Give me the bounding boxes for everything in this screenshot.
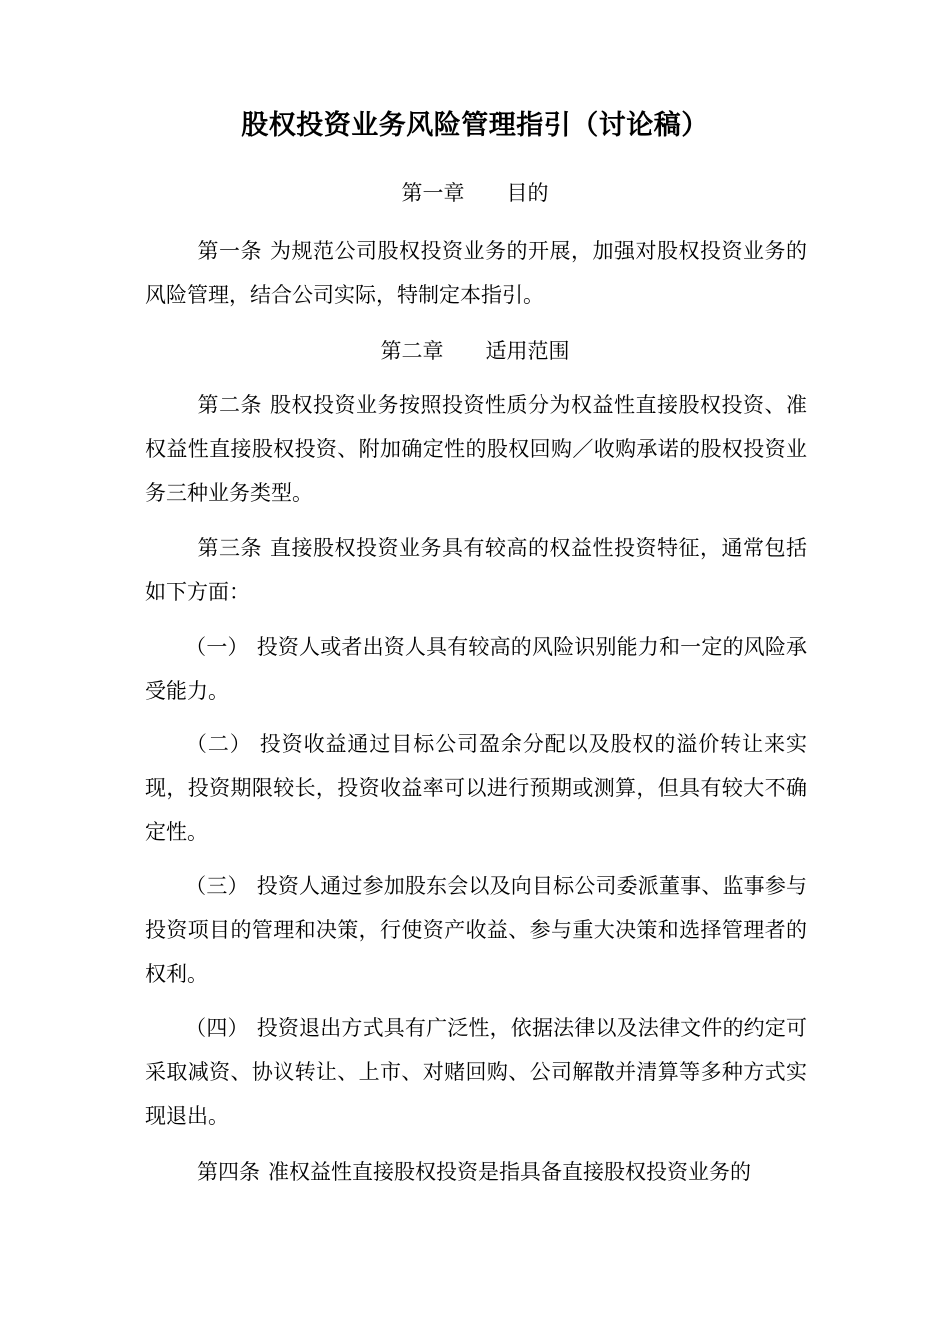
list-item-1 bbox=[145, 625, 807, 713]
item-label: （三） bbox=[185, 874, 249, 898]
item-text: 投资人通过参加股东会以及向目标公司委派董事、监事参与投资项目的管理和决策，行使资产收益、参与重大决策和选择管理者的权利。 bbox=[145, 874, 808, 986]
article-4 bbox=[145, 1150, 807, 1194]
list-item-4 bbox=[145, 1006, 807, 1138]
chapter-heading-1: 第一章 目的 bbox=[401, 181, 549, 205]
article-text: 直接股权投资业务具有较高的权益性投资特征，通常包括如下方面： bbox=[145, 536, 807, 604]
item-text: 投资收益通过目标公司盈余分配以及股权的溢价转让来实现，投资期限较长，投资收益率可以进行预期或测算，但具有较大不确定性。 bbox=[145, 732, 808, 844]
item-text: 投资退出方式具有广泛性，依据法律以及法律文件的约定可采取减资、协议转让、上市、对赌回购、公司解散并清算等多种方式实现退出。 bbox=[145, 1016, 808, 1128]
document-title: 股权投资业务风险管理指引（讨论稿） bbox=[241, 110, 709, 141]
list-item-3 bbox=[145, 864, 807, 996]
chapter-heading-2: 第二章 适用范围 bbox=[380, 339, 570, 363]
article-label: 第二条 bbox=[197, 393, 262, 417]
item-label: （四） bbox=[185, 1016, 249, 1040]
article-label: 第三条 bbox=[197, 536, 262, 560]
article-text: 股权投资业务按照投资性质分为权益性直接股权投资、准权益性直接股权投资、附加确定性的股权回购／收购承诺的股权投资业务三种业务类型。 bbox=[145, 393, 807, 505]
article-text: 准权益性直接股权投资是指具备直接股权投资业务的 bbox=[268, 1160, 751, 1184]
article-text: 为规范公司股权投资业务的开展，加强对股权投资业务的风险管理，结合公司实际，特制定本指引。 bbox=[145, 239, 807, 307]
item-label: （二） bbox=[185, 732, 252, 756]
item-label: （一） bbox=[185, 635, 249, 659]
article-2 bbox=[145, 383, 807, 515]
item-text: 投资人或者出资人具有较高的风险识别能力和一定的风险承受能力。 bbox=[145, 635, 808, 703]
article-label: 第四条 bbox=[197, 1160, 260, 1184]
article-label: 第一条 bbox=[197, 239, 262, 263]
list-item-2 bbox=[145, 722, 807, 854]
article-3 bbox=[145, 526, 807, 614]
article-1 bbox=[145, 229, 807, 317]
